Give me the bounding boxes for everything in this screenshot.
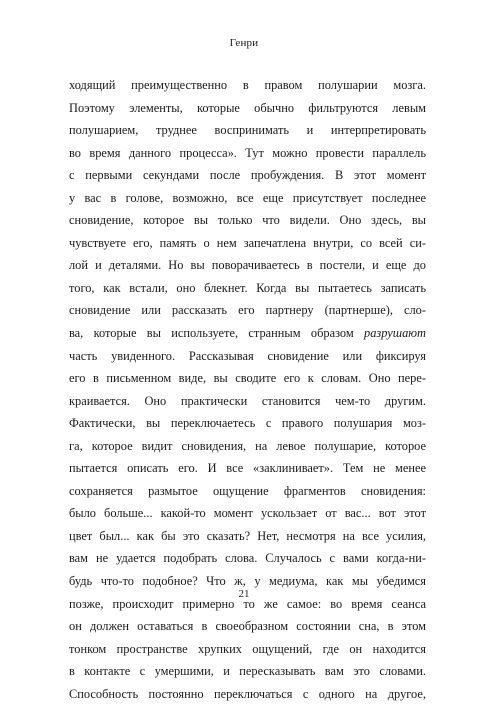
text-line: он должен оставаться в своеобразном состоянии сна, в этом [69,619,426,634]
text-line: часть увиденного. Рассказывая сновидение или фиксируя [69,348,426,363]
text-line: Поэтому элементы, которые обычно фильтруются левым [69,100,426,115]
text-line: его в письменном виде, вы сводите его к словам. Оно пере- [69,371,426,386]
text-line: полушарием, труднее воспринимать и интерпретировать [69,123,426,138]
text-line: сохраняется размытое ощущение фрагментов сновидения: [69,483,426,498]
body-text [69,74,426,705]
text-line: позже, происходит примерно то же самое: во время сеанса [69,596,426,611]
text-line: вам не удается подобрать слова. Случалось с вами когда-ни- [69,551,426,566]
text-line: цвет был... как бы это сказать? Нет, несмотря на все усилия, [69,528,426,543]
text-line: с первыми секундами после пробуждения. В этот момент [69,168,426,183]
text-line: краивается. Оно практически становится чем-то другим. [69,393,426,408]
text-line: сновидение или рассказать его партнеру (партнерше), сло- [69,303,426,318]
text-line: у вас в голове, возможно, все еще присутствует последнее [69,190,426,205]
emphasized-word: разрушают [364,326,426,341]
text-line: га, которое видит сновидения, на левое полушарие, которое [69,438,426,453]
text-line: чувствуете его, память о нем запечатлена внутри, со всей си- [69,235,426,250]
text-line-part: ва, которые вы используете, странным образом [69,326,364,341]
text-line: в контакте с умершими, и пересказывать вам это словами. [69,664,426,679]
text-line: сновидение, которое вы только что видели. Оно здесь, вы [69,213,426,228]
text-line: пытается описать его. И все «заклинивает». Тем не менее [69,461,426,476]
text-line: будь что-то подобное? Что ж, у медиума, как мы убедимся [69,574,426,589]
text-line: Фактически, вы переключаетесь с правого полушария моз- [69,416,426,431]
text-line: лой и деталями. Но вы поворачиваетесь в постели, и еще до [69,258,426,273]
text-line: Способность постоянно переключаться с одного на другое, [69,686,426,701]
page-number: 21 [238,588,250,600]
text-line: во время данного процесса». Тут можно провести параллель [69,145,426,160]
running-title: Генри [229,37,259,49]
text-line: тонком пространстве хрупких ощущений, где он находится [69,641,426,656]
text-line: того, как встали, оно блекнет. Когда вы пытаетесь записать [69,280,426,295]
text-line-with-emphasis [69,322,426,345]
text-line: было больше... какой-то момент ускользает от вас... вот этот [69,506,426,521]
text-line: ходящий преимущественно в правом полушарии мозга. [69,78,426,92]
